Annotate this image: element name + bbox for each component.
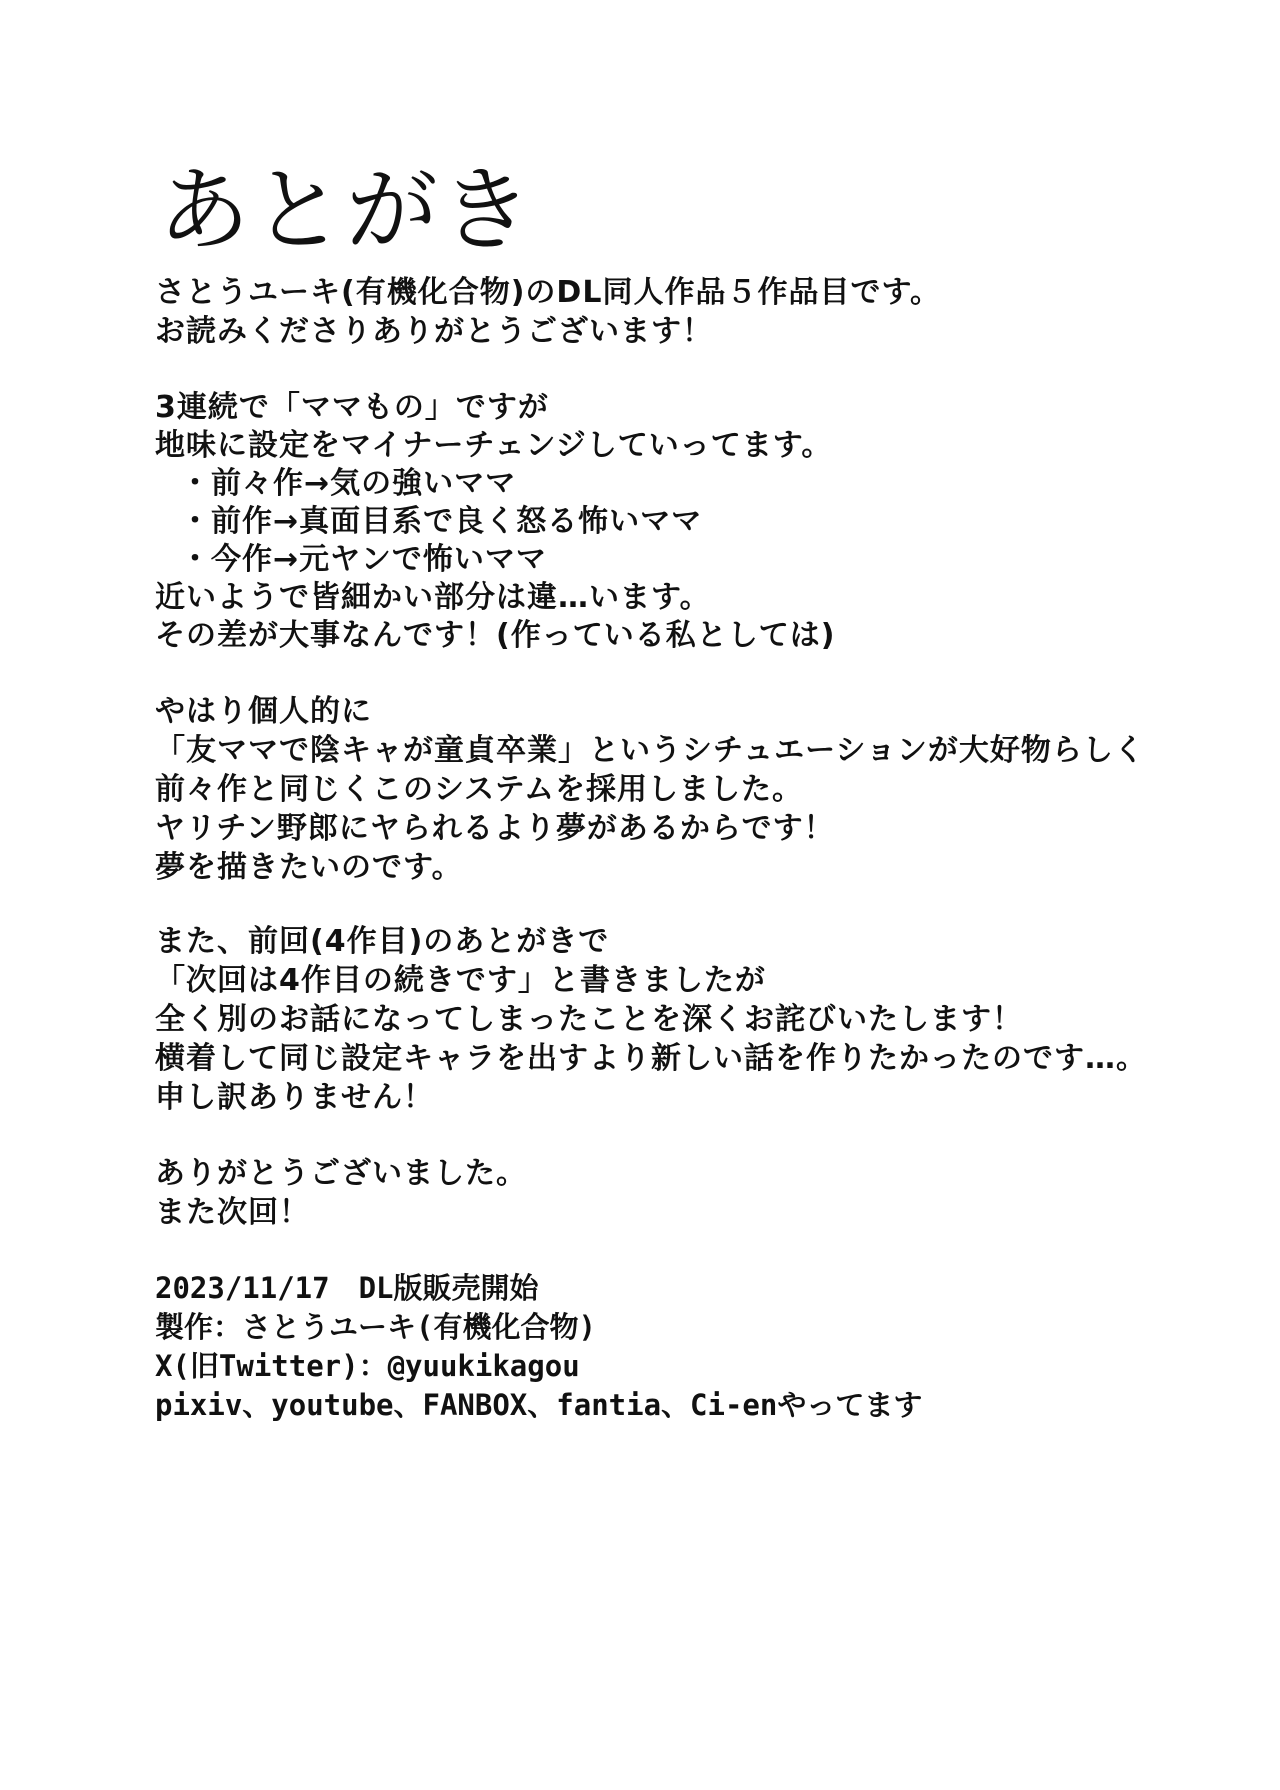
text-line: その差が大事なんです！(作っている私としては) (155, 618, 836, 653)
text-line: 近いようで皆細かい部分は違…います。 (155, 580, 711, 615)
text-line: また、前回(4作目)のあとがきで (155, 924, 610, 959)
text-line: 全く別のお話になってしまったことを深くお詫びいたします！ (155, 1002, 1023, 1037)
author-credit: 製作：さとうユーキ(有機化合物) (155, 1310, 596, 1344)
page-title: あとがき (158, 157, 535, 264)
text-line: さとうユーキ(有機化合物)のDL同人作品５作品目です。 (155, 275, 942, 310)
text-line: 地味に設定をマイナーチェンジしていってます。 (155, 428, 833, 463)
list-item: ・前々作→気の強いママ (180, 466, 517, 501)
text-line: 3連続で「ママもの」ですが (155, 390, 549, 425)
text-line: やはり個人的に (155, 694, 372, 729)
text-line: お読みくださりありがとうございます！ (155, 314, 713, 349)
text-line: 横着して同じ設定キャラを出すより新しい話を作りたかったのです…。 (155, 1041, 1147, 1076)
text-line: また次回！ (155, 1195, 310, 1230)
social-handle: X(旧Twitter)：@yuukikagou (155, 1349, 580, 1383)
text-line: 「友ママで陰キャが童貞卒業」というシチュエーションが大好物らしく (155, 733, 1145, 768)
list-item: ・前作→真面目系で良く怒る怖いママ (180, 504, 703, 539)
text-line: 夢を描きたいのです。 (155, 850, 463, 885)
text-line: 「次回は4作目の続きです」と書きましたが (155, 963, 766, 998)
platform-list: pixiv、youtube、FANBOX、fantia、Ci-enやってます (155, 1388, 923, 1422)
text-line: ありがとうございました。 (155, 1156, 527, 1191)
text-line: 前々作と同じくこのシステムを採用しました。 (155, 772, 803, 807)
text-line: ヤリチン野郎にヤられるより夢があるからです！ (155, 811, 835, 846)
list-item: ・今作→元ヤンで怖いママ (180, 542, 547, 577)
release-date: 2023/11/17 DL版販売開始 (155, 1271, 539, 1305)
text-line: 申し訳ありません！ (155, 1080, 434, 1115)
